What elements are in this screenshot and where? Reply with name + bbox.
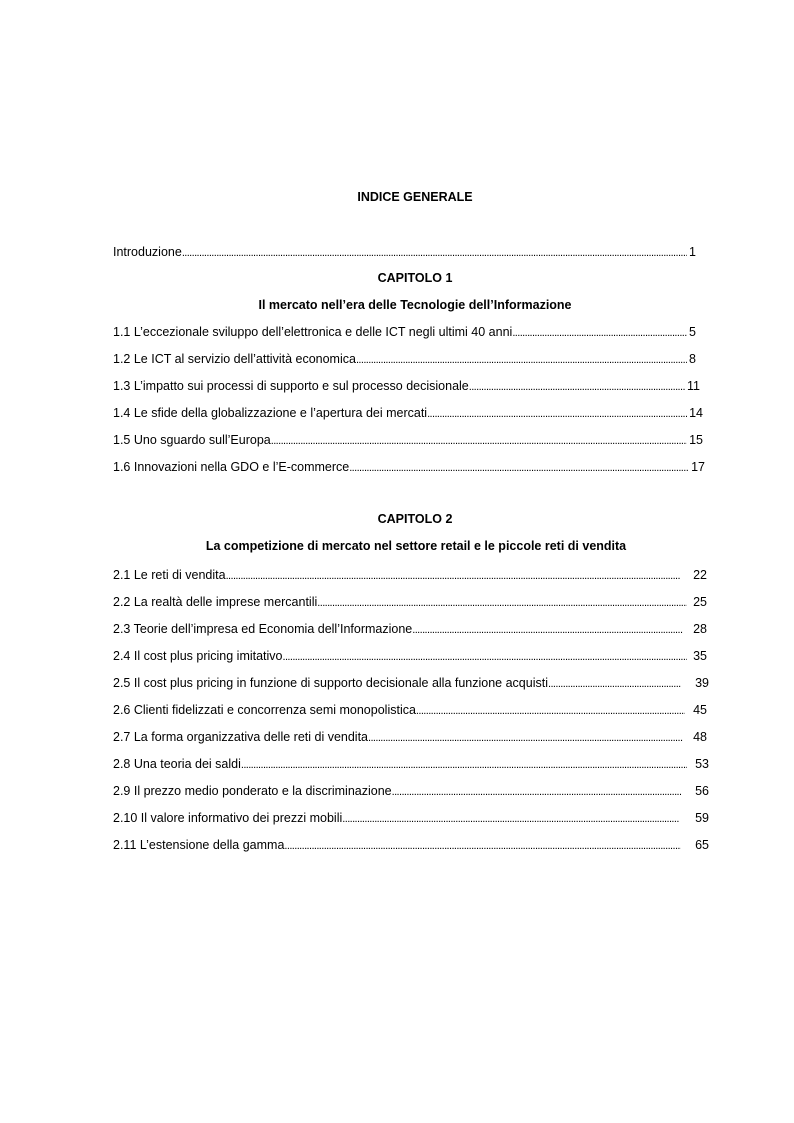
toc-leader-dots bbox=[283, 648, 688, 666]
toc-entry-label: 2.10 Il valore informativo dei prezzi mobili bbox=[113, 811, 343, 825]
toc-entry-page: 35 bbox=[693, 649, 707, 663]
toc-leader-dots bbox=[427, 405, 687, 423]
toc-entry-label: 1.2 Le ICT al servizio dell’attività economica bbox=[113, 352, 356, 366]
chapter-1-subtitle: Il mercato nell’era delle Tecnologie dell’Informazione bbox=[258, 298, 572, 312]
toc-entry-page: 11 bbox=[687, 379, 700, 393]
toc-entry-label: 2.11 L’estensione della gamma bbox=[113, 838, 285, 852]
toc-leader-dots bbox=[226, 567, 682, 585]
toc-entry-page: 53 bbox=[695, 757, 709, 771]
toc-entry-label: 2.3 Teorie dell’impresa ed Economia dell’Informazione bbox=[113, 622, 413, 636]
toc-entry-label: 2.7 La forma organizzativa delle reti di vendita bbox=[113, 730, 369, 744]
toc-entry-1-4[interactable] bbox=[113, 404, 703, 422]
toc-leader-dots bbox=[412, 621, 683, 639]
toc-entry-2-11[interactable] bbox=[113, 836, 709, 854]
toc-leader-dots bbox=[284, 837, 681, 855]
toc-entry-page: 1 bbox=[689, 245, 696, 259]
toc-entry-2-8[interactable] bbox=[113, 755, 709, 773]
toc-leader-dots bbox=[241, 756, 687, 774]
toc-entry-2-3[interactable] bbox=[113, 620, 707, 638]
toc-entry-page: 28 bbox=[693, 622, 707, 636]
toc-entry-1-5[interactable] bbox=[113, 431, 703, 449]
toc-entry-introduzione[interactable] bbox=[113, 243, 696, 261]
toc-entry-label: 2.5 Il cost plus pricing in funzione di supporto decisionale alla funzione acquisti bbox=[113, 676, 548, 690]
toc-entry-page: 65 bbox=[695, 838, 709, 852]
toc-entry-page: 39 bbox=[695, 676, 709, 690]
toc-entry-2-2[interactable] bbox=[113, 593, 707, 611]
toc-leader-dots bbox=[317, 594, 687, 612]
document-title: INDICE GENERALE bbox=[357, 190, 473, 204]
toc-leader-dots bbox=[356, 351, 687, 369]
toc-entry-2-10[interactable] bbox=[113, 809, 709, 827]
toc-entry-page: 48 bbox=[693, 730, 707, 744]
toc-entry-page: 8 bbox=[689, 352, 696, 366]
toc-entry-label: Introduzione bbox=[113, 245, 182, 259]
toc-leader-dots bbox=[392, 783, 681, 801]
toc-entry-label: 1.3 L’impatto sui processi di supporto e sul processo decisionale bbox=[113, 379, 469, 393]
toc-entry-1-6[interactable] bbox=[113, 458, 705, 476]
toc-leader-dots bbox=[368, 729, 683, 747]
toc-entry-1-1[interactable] bbox=[113, 323, 696, 341]
toc-entry-label: 1.6 Innovazioni nella GDO e l’E-commerce bbox=[113, 460, 350, 474]
chapter-1-heading: CAPITOLO 1 bbox=[377, 271, 453, 285]
toc-entry-2-9[interactable] bbox=[113, 782, 709, 800]
toc-entry-label: 2.6 Clienti fidelizzati e concorrenza semi monopolistica bbox=[113, 703, 416, 717]
toc-leader-dots bbox=[469, 378, 685, 396]
chapter-2-subtitle: La competizione di mercato nel settore retail e le piccole reti di vendita bbox=[205, 539, 627, 553]
toc-entry-2-7[interactable] bbox=[113, 728, 707, 746]
toc-entry-label: 2.8 Una teoria dei saldi bbox=[113, 757, 241, 771]
toc-entry-page: 17 bbox=[691, 460, 705, 474]
toc-entry-2-6[interactable] bbox=[113, 701, 707, 719]
toc-entry-2-5[interactable] bbox=[113, 674, 709, 692]
toc-entry-1-2[interactable] bbox=[113, 350, 696, 368]
toc-entry-page: 22 bbox=[693, 568, 707, 582]
toc-entry-label: 2.2 La realtà delle imprese mercantili bbox=[113, 595, 318, 609]
toc-entry-1-3[interactable] bbox=[113, 377, 700, 395]
toc-leader-dots bbox=[271, 432, 687, 450]
toc-entry-page: 45 bbox=[693, 703, 707, 717]
toc-entry-label: 2.1 Le reti di vendita bbox=[113, 568, 226, 582]
toc-entry-page: 14 bbox=[689, 406, 703, 420]
toc-entry-label: 1.4 Le sfide della globalizzazione e l’apertura dei mercati bbox=[113, 406, 428, 420]
toc-entry-page: 15 bbox=[689, 433, 703, 447]
chapter-2-heading: CAPITOLO 2 bbox=[377, 512, 453, 526]
toc-leader-dots bbox=[512, 324, 687, 342]
toc-entry-page: 5 bbox=[689, 325, 696, 339]
toc-leader-dots bbox=[182, 244, 687, 262]
toc-leader-dots bbox=[416, 702, 685, 720]
toc-leader-dots bbox=[342, 810, 679, 828]
toc-entry-2-4[interactable] bbox=[113, 647, 707, 665]
toc-entry-2-1[interactable] bbox=[113, 566, 707, 584]
toc-entry-label: 2.4 Il cost plus pricing imitativo bbox=[113, 649, 283, 663]
toc-entry-page: 59 bbox=[695, 811, 709, 825]
toc-entry-page: 25 bbox=[693, 595, 707, 609]
toc-entry-page: 56 bbox=[695, 784, 709, 798]
toc-leader-dots bbox=[548, 675, 681, 693]
toc-entry-label: 2.9 Il prezzo medio ponderato e la discriminazione bbox=[113, 784, 392, 798]
toc-leader-dots bbox=[349, 459, 689, 477]
toc-entry-label: 1.5 Uno sguardo sull’Europa bbox=[113, 433, 271, 447]
toc-entry-label: 1.1 L’eccezionale sviluppo dell’elettronica e delle ICT negli ultimi 40 anni bbox=[113, 325, 513, 339]
